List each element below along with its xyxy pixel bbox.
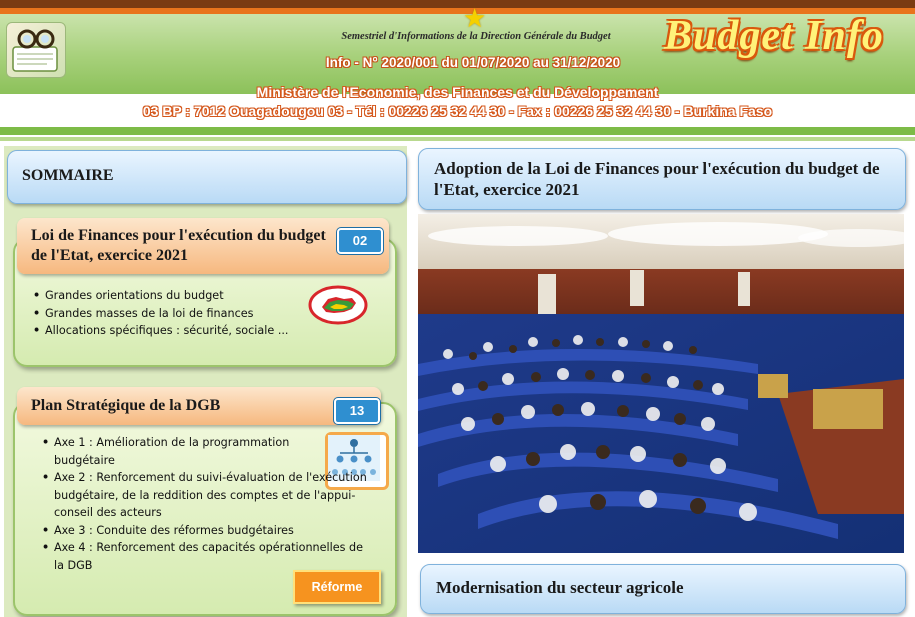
- list-item: • Axe 1 : Amélioration de la programmation budgétaire: [42, 434, 324, 469]
- list-item: • Grandes masses de la loi de finances: [33, 305, 313, 323]
- issue-line: Info - N° 2020/001 du 01/07/2020 au 31/12/2020: [325, 55, 621, 70]
- article-headline[interactable]: Adoption de la Loi de Finances pour l'exécution du budget de l'Etat, exercice 2021: [434, 159, 880, 199]
- newsletter-logo-icon: [6, 22, 66, 78]
- top-border: [0, 0, 915, 8]
- next-article-title[interactable]: Modernisation du secteur agricole: [436, 578, 684, 597]
- header-divider: [0, 127, 915, 135]
- brand-title: Budget Info: [664, 13, 884, 59]
- sommaire-title: SOMMAIRE: [22, 167, 114, 184]
- ministry-name: Ministère de l'Economie, des Finances et du Développement: [256, 84, 659, 100]
- burkina-map-icon: [308, 285, 368, 325]
- card-bullet-list: [33, 287, 313, 340]
- list-item: • Axe 2 : Renforcement du suivi-évaluation de l'exécution budgétaire, de la reddition des comptes et de l'appui-conseil des acteurs: [42, 469, 372, 522]
- reforme-button[interactable]: Réforme: [293, 570, 381, 604]
- assembly-photo: [418, 214, 904, 553]
- page-number-badge[interactable]: 13: [334, 398, 380, 424]
- card-title-plan-strategique[interactable]: Plan Stratégique de la DGB: [31, 397, 221, 414]
- contact-address: 03 BP : 7012 Ouagadougou 03 - Tél : 00226 25 32 44 30 - Fax : 00226 25 32 44 30 - Burkina Faso: [142, 103, 773, 119]
- list-item: • Axe 4 : Renforcement des capacités opérationnelles de la DGB: [42, 539, 372, 574]
- page-number-badge[interactable]: 02: [337, 228, 383, 254]
- header-divider-thin: [0, 137, 915, 141]
- list-item: • Grandes orientations du budget: [33, 287, 313, 305]
- list-item: • Axe 3 : Conduite des réformes budgétaires: [42, 522, 372, 540]
- card-bullet-list: [42, 434, 372, 574]
- star-icon: ★: [463, 4, 487, 34]
- list-item: • Allocations spécifiques : sécurité, sociale ...: [33, 322, 313, 340]
- card-title-loi-finances[interactable]: Loi de Finances pour l'exécution du budget de l'Etat, exercice 2021: [31, 227, 326, 264]
- newsletter-subtitle: Semestriel d'Informations de la Direction Générale du Budget: [341, 31, 611, 42]
